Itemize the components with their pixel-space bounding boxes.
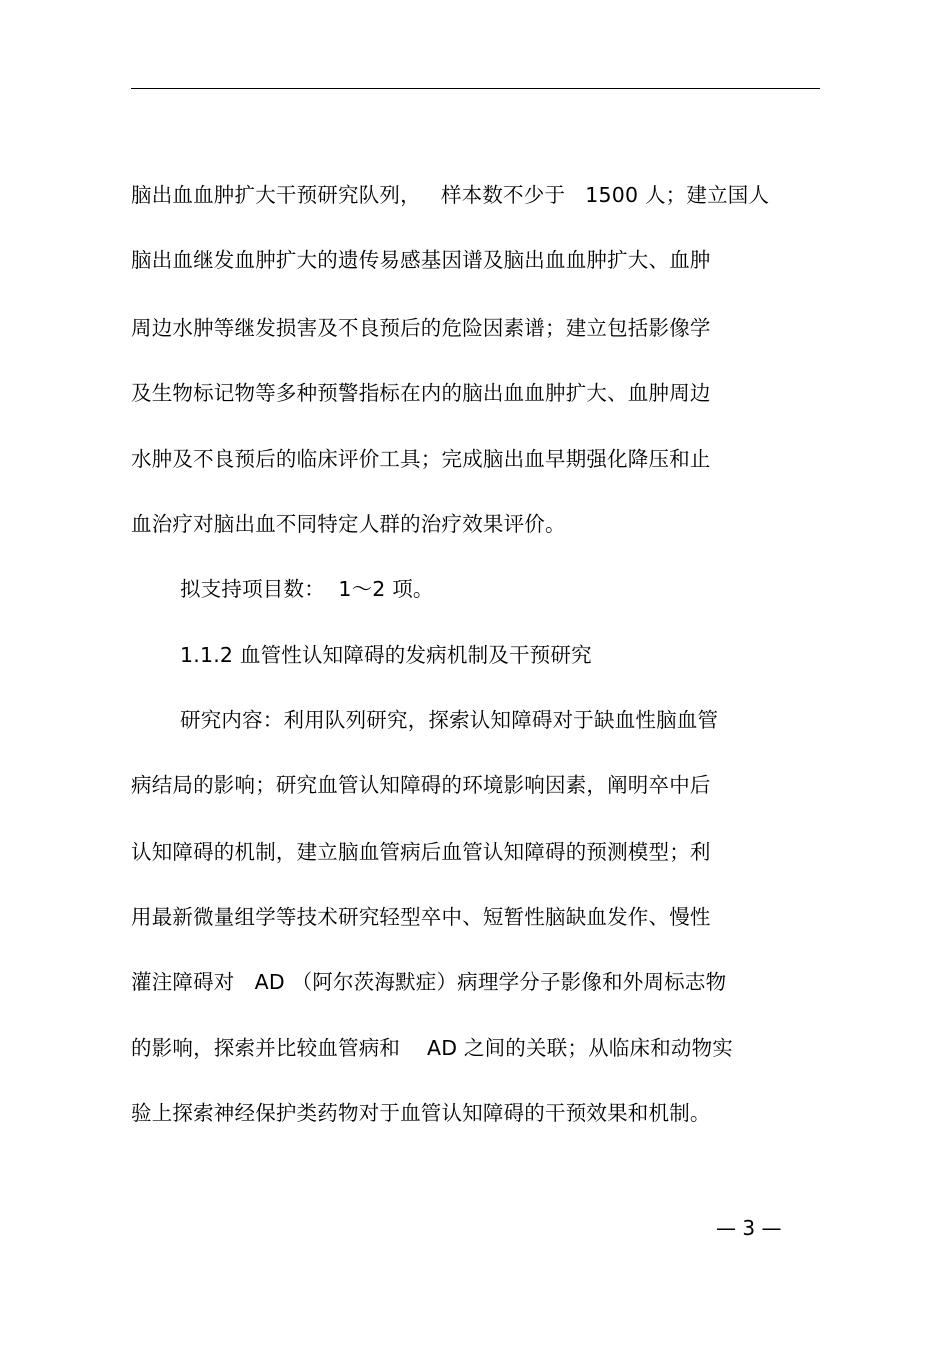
body-text-line: 验上探索神经保护类药物对于血管认知障碍的干预效果和机制。: [131, 1101, 711, 1125]
body-text-line: 病结局的影响；研究血管认知障碍的环境影响因素，阐明卒中后: [131, 773, 711, 797]
paragraph-first-line: 研究内容：利用队列研究，探索认知障碍对于缺血性脑血管: [180, 708, 719, 732]
page-number: — 3 —: [716, 1216, 782, 1240]
body-text-line: 脑出血继发血肿扩大的遗传易感基因谱及脑出血血肿扩大、血肿: [131, 248, 711, 272]
body-text-line: 的影响，探索并比较血管病和 AD 之间的关联；从临床和动物实: [131, 1036, 733, 1060]
paragraph-first-line: 拟支持项目数： 1～2 项。: [180, 577, 434, 601]
body-text-line: 周边水肿等继发损害及不良预后的危险因素谱；建立包括影像学: [131, 316, 711, 340]
header-rule: [131, 88, 820, 89]
body-text-line: 脑出血血肿扩大干预研究队列， 样本数不少于 1500 人；建立国人: [131, 183, 770, 207]
body-text-line: 及生物标记物等多种预警指标在内的脑出血血肿扩大、血肿周边: [131, 381, 711, 405]
body-text-line: 水肿及不良预后的临床评价工具；完成脑出血早期强化降压和止: [131, 447, 711, 471]
body-text-line: 灌注障碍对 AD （阿尔茨海默症）病理学分子影像和外周标志物: [131, 970, 727, 994]
section-heading: 1.1.2 血管性认知障碍的发病机制及干预研究: [180, 643, 592, 667]
body-text-line: 认知障碍的机制，建立脑血管病后血管认知障碍的预测模型；利: [131, 840, 711, 864]
body-text-line: 血治疗对脑出血不同特定人群的治疗效果评价。: [131, 512, 566, 536]
body-text-line: 用最新微量组学等技术研究轻型卒中、短暂性脑缺血发作、慢性: [131, 905, 711, 929]
